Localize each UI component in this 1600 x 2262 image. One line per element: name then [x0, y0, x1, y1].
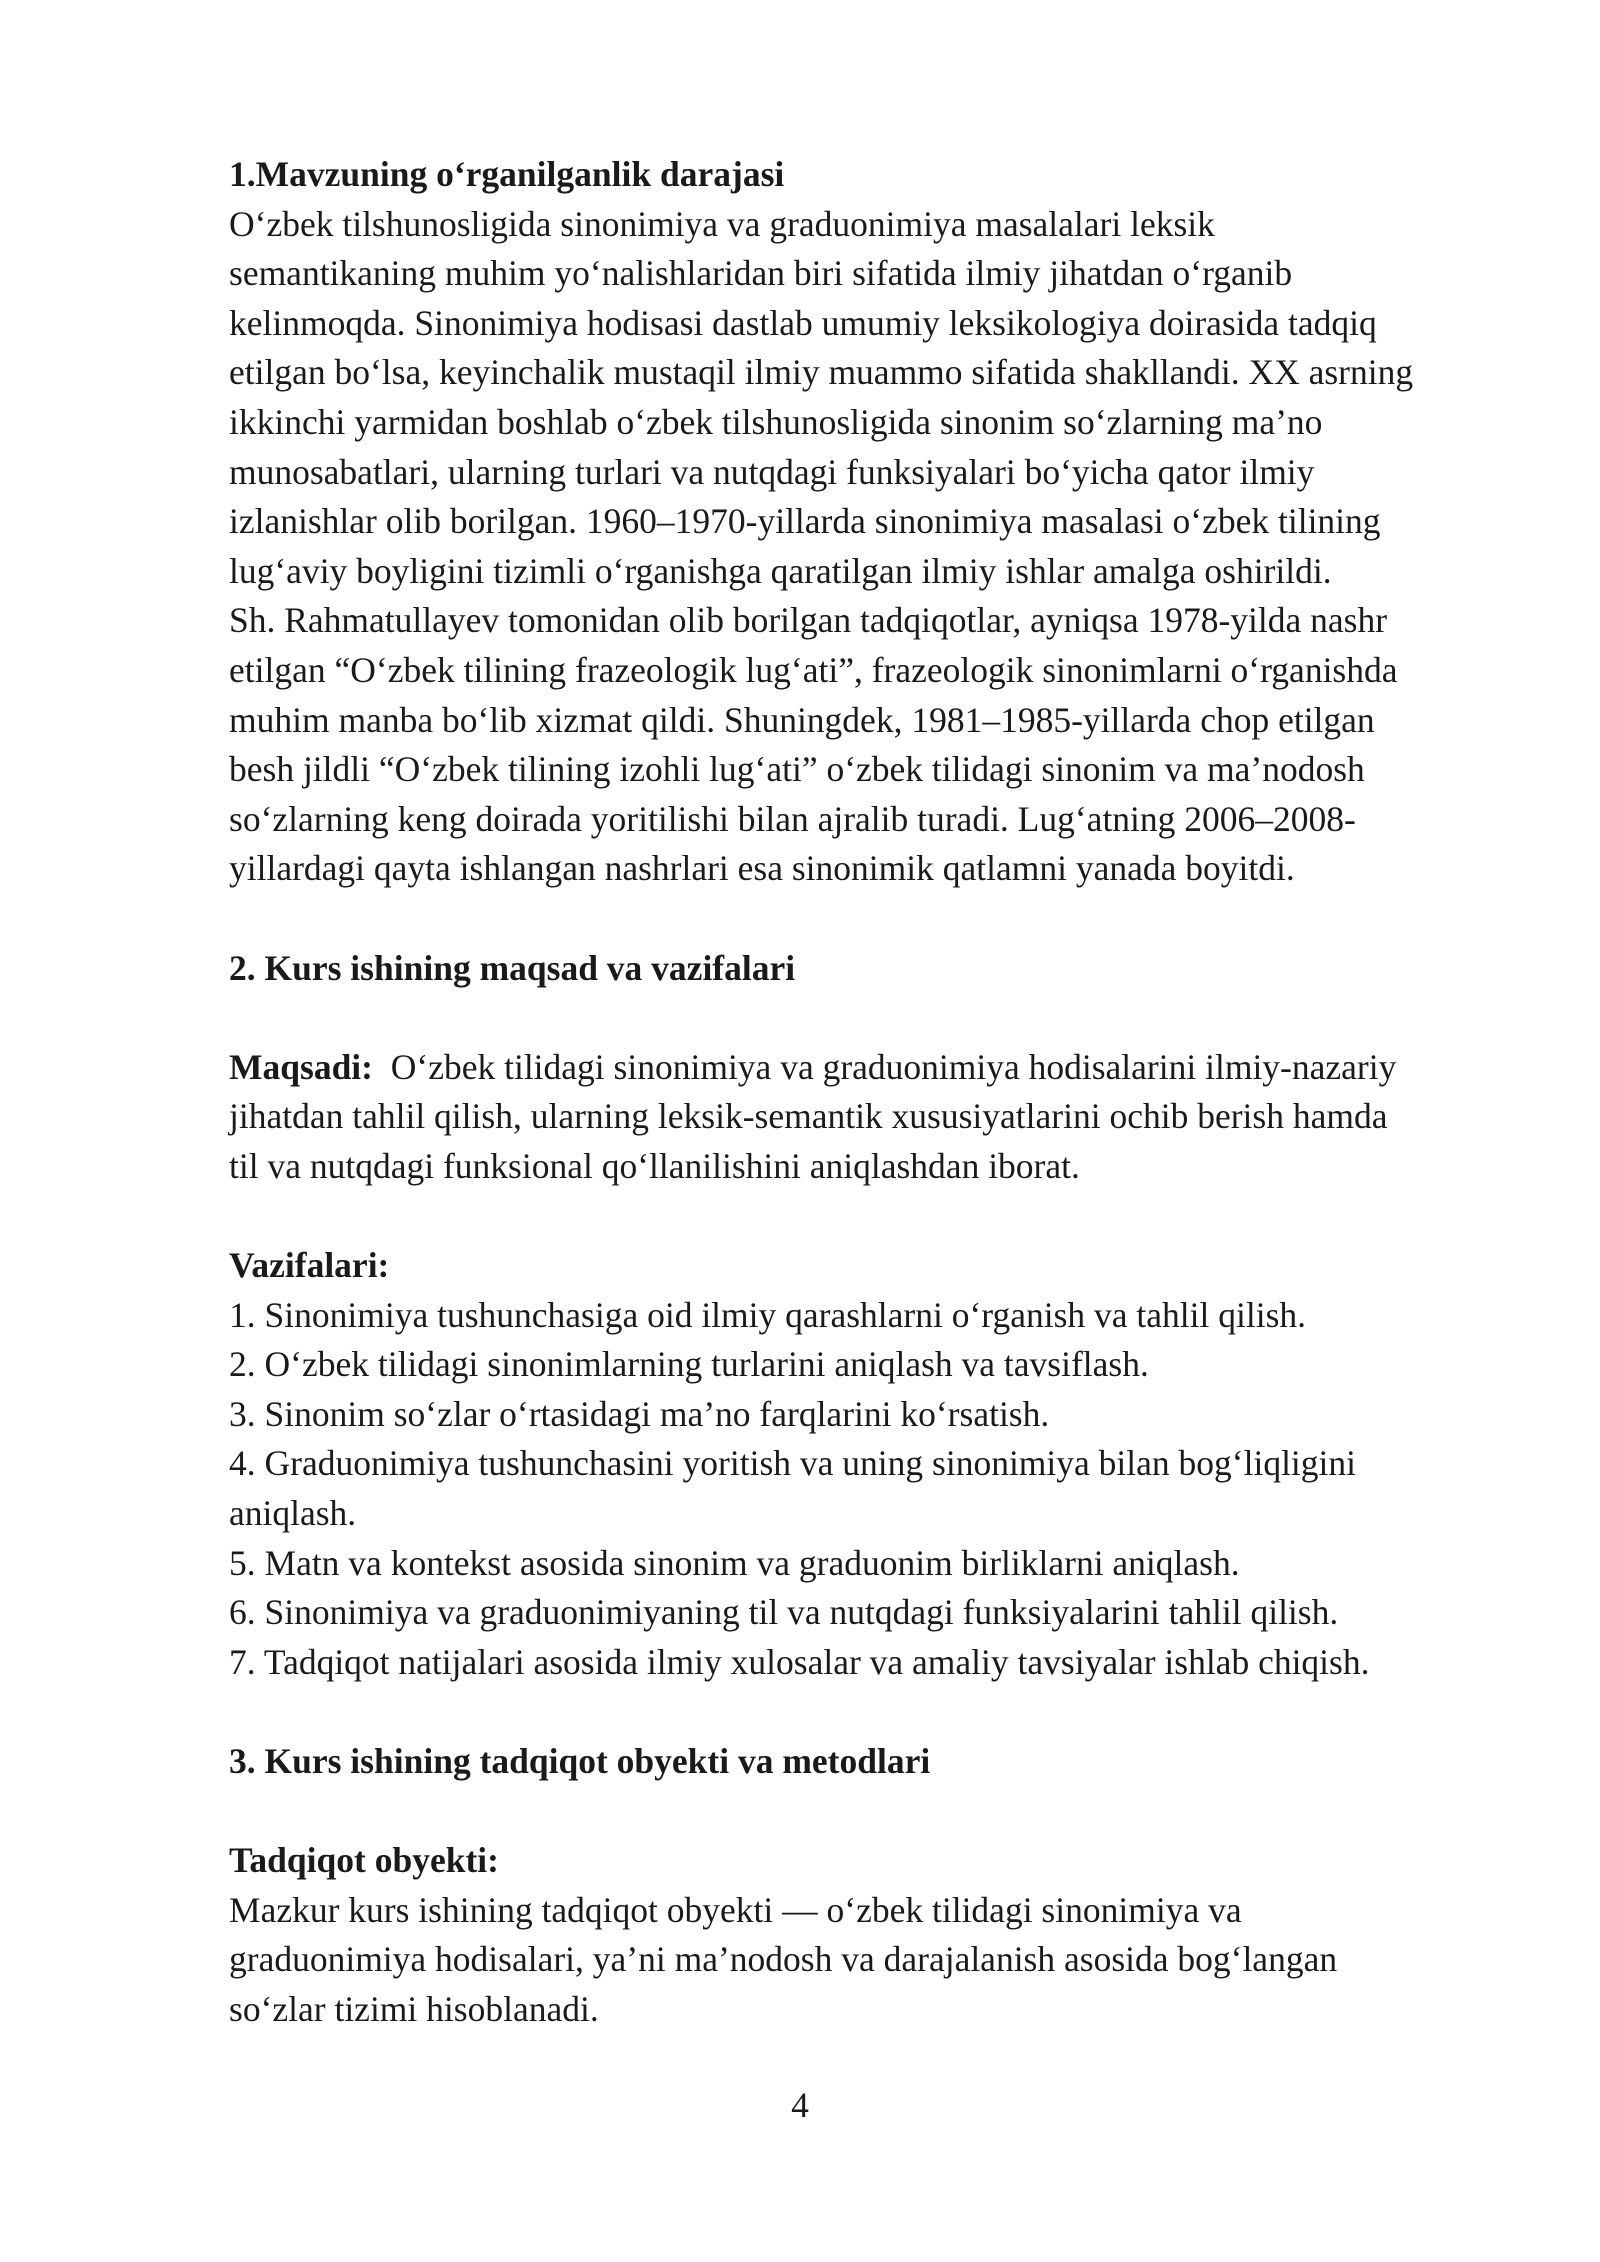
text-line: O‘zbek tilidagi sinonimiya va graduonimiya hodisalarini ilmiy-nazariy — [390, 1046, 1397, 1087]
goal-paragraph — [229, 1043, 1500, 1192]
text-line: jihatdan tahlil qilish, ularning leksik-semantik xususiyatlarini ochib berish hamda — [229, 1096, 1388, 1137]
text-line: so‘zlar tizimi hisoblanadi. — [229, 1988, 599, 2029]
tasks-list — [229, 1291, 1500, 1688]
text-line: besh jildli “O‘zbek tilining izohli lug‘ati” o‘zbek tilidagi sinonim va ma’nodosh — [229, 749, 1365, 790]
goal-label: Maqsadi: — [229, 1046, 373, 1087]
object-label: Tadqiqot obyekti: — [229, 1840, 499, 1881]
list-item: 1. Sinonimiya tushunchasiga oid ilmiy qarashlarni o‘rganish va tahlil qilish. — [229, 1294, 1307, 1335]
list-item: 7. Tadqiqot natijalari asosida ilmiy xulosalar va amaliy tavsiyalar ishlab chiqish. — [229, 1641, 1370, 1682]
blank-line — [229, 894, 1500, 944]
list-item: 3. Sinonim so‘zlar o‘rtasidagi ma’no farqlarini ko‘rsatish. — [229, 1393, 1050, 1434]
list-item-continuation: aniqlash. — [229, 1493, 357, 1534]
list-item: 6. Sinonimiya va graduonimiyaning til va nutqdagi funksiyalarini tahlil qilish. — [229, 1592, 1339, 1633]
text-line: etilgan “O‘zbek tilining frazeologik lug‘ati”, frazeologik sinonimlarni o‘rganishda — [229, 649, 1398, 690]
text-line: Sh. Rahmatullayev tomonidan olib borilgan tadqiqotlar, ayniqsa 1978-yilda nashr — [229, 600, 1388, 641]
list-item: 4. Graduonimiya tushunchasini yoritish va uning sinonimiya bilan bog‘liqligini — [229, 1443, 1357, 1484]
text-line: ikkinchi yarmidan boshlab o‘zbek tilshunosligida sinonim so‘zlarning ma’no — [229, 401, 1323, 442]
text-line: munosabatlari, ularning turlari va nutqdagi funksiyalari bo‘yicha qator ilmiy — [229, 451, 1315, 492]
tasks-label: Vazifalari: — [229, 1245, 390, 1286]
text-line: kelinmoqda. Sinonimiya hodisasi dastlab umumiy leksikologiya doirasida tadqiq — [229, 302, 1377, 343]
text-line: O‘zbek tilshunosligida sinonimiya va graduonimiya masalalari leksik — [229, 203, 1215, 244]
blank-line — [229, 1687, 1500, 1737]
page-number: 4 — [791, 2085, 809, 2125]
object-paragraph — [229, 1886, 1500, 2035]
blank-line — [229, 1787, 1500, 1837]
section-heading-3: 3. Kurs ishining tadqiqot obyekti va metodlari — [229, 1741, 931, 1781]
text-line: muhim manba bo‘lib xizmat qildi. Shuningdek, 1981–1985-yillarda chop etilgan — [229, 699, 1375, 740]
page-content — [229, 150, 1500, 2035]
text-line: etilgan bo‘lsa, keyinchalik mustaqil ilmiy muammo sifatida shakllandi. XX asrning — [229, 352, 1414, 393]
text-line: semantikaning muhim yo‘nalishlaridan biri sifatida ilmiy jihatdan o‘rganib — [229, 253, 1293, 294]
list-item: 2. O‘zbek tilidagi sinonimlarning turlarini aniqlash va tavsiflash. — [229, 1344, 1149, 1385]
text-line: izlanishlar olib borilgan. 1960–1970-yillarda sinonimiya masalasi o‘zbek tilining — [229, 501, 1381, 542]
list-item: 5. Matn va kontekst asosida sinonim va graduonim birliklarni aniqlash. — [229, 1542, 1240, 1583]
section-heading-2: 2. Kurs ishining maqsad va vazifalari — [229, 947, 796, 988]
text-line: lug‘aviy boyligini tizimli o‘rganishga qaratilgan ilmiy ishlar amalga oshirildi. — [229, 550, 1332, 591]
text-line: graduonimiya hodisalari, ya’ni ma’nodosh va darajalanish asosida bog‘langan — [229, 1939, 1338, 1980]
blank-line — [229, 1191, 1500, 1241]
text-line: Mazkur kurs ishining tadqiqot obyekti — o‘zbek tilidagi sinonimiya va — [229, 1889, 1242, 1930]
text-line: yillardagi qayta ishlangan nashrlari esa sinonimik qatlamni yanada boyitdi. — [229, 848, 1295, 889]
text-line: til va nutqdagi funksional qo‘llanilishini aniqlashdan iborat. — [229, 1145, 1080, 1186]
text-line: so‘zlarning keng doirada yoritilishi bilan ajralib turadi. Lug‘atning 2006–2008- — [229, 798, 1356, 839]
section-heading-1: 1.Mavzuning o‘rganilganlik darajasi — [229, 154, 785, 194]
blank-line — [229, 993, 1500, 1043]
goal-first-line — [229, 1043, 1500, 1093]
section-1-paragraph — [229, 200, 1500, 894]
